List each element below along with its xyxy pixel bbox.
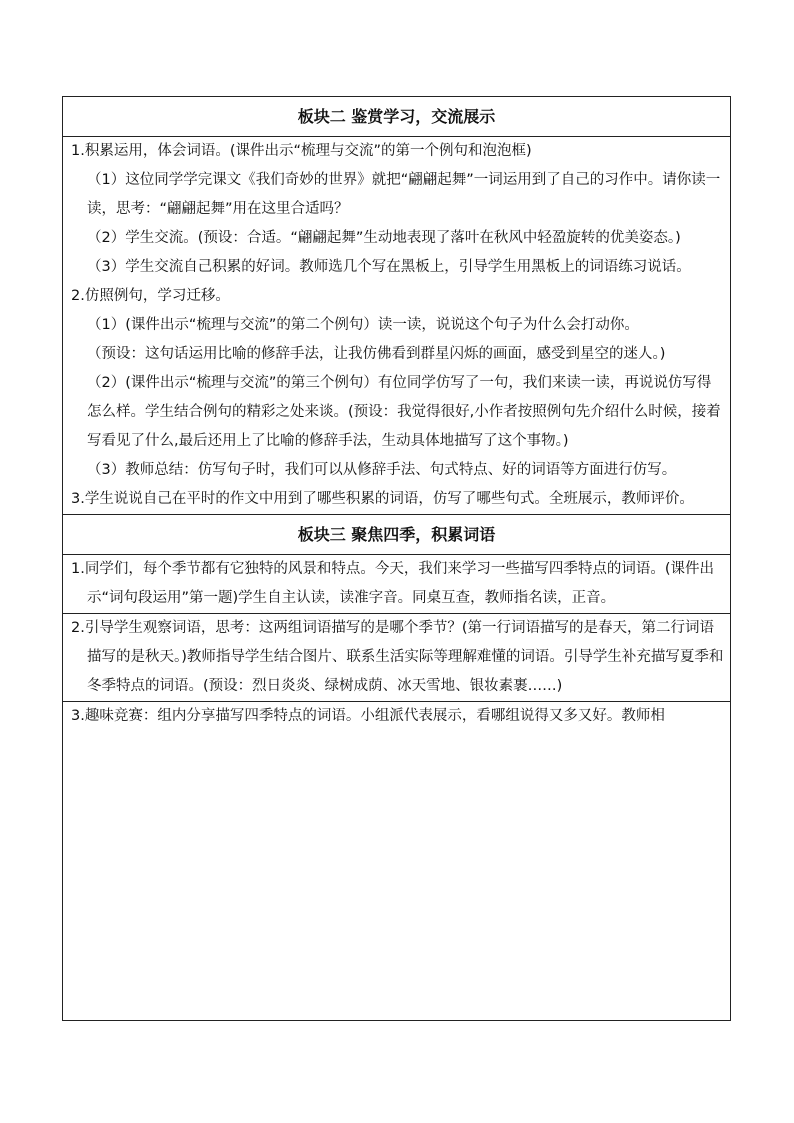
section-2-step-1-sub-1: （1）这位同学学完课文《我们奇妙的世界》就把“翩翩起舞”一词运用到了自己的习作中。请你读一读，思考：“翩翩起舞”用在这里合适吗？ (87, 172, 721, 217)
section-2-step-1: 1.积累运用，体会词语。(课件出示“梳理与交流”的第一个例句和泡泡框) (71, 143, 532, 159)
section-3-step-1: 1.同学们，每个季节都有它独特的风景和特点。今天，我们来学习一些描写四季特点的词语。(课件出示“词句段运用”第一题)学生自主认读，读准字音。同桌互查，教师指名读，正音。 (71, 561, 714, 606)
section-3-step-3: 3.趣味竞赛：组内分享描写四季特点的词语。小组派代表展示，看哪组说得又多又好。教师相 (71, 708, 665, 724)
section-2-step-2-sub-3: （3）教师总结：仿写句子时，我们可以从修辞手法、句式特点、好的词语等方面进行仿写。 (87, 462, 677, 478)
section-2-step-2: 2.仿照例句，学习迁移。 (71, 288, 230, 304)
section-2-step-2-sub-2: （2）(课件出示“梳理与交流”的第三个例句）有位同学仿写了一句，我们来读一读，再说说仿写得怎么样。学生结合例句的精彩之处来谈。(预设：我觉得很好,小作者按照例句先介绍什么时候，接着写看见了什么,最后还用上了比喻的修辞手法，生动具体地描写了这个事物。) (87, 375, 721, 449)
section-2-step-3: 3.学生说说自己在平时的作文中用到了哪些积累的词语，仿写了哪些句式。全班展示，教师评价。 (71, 491, 694, 507)
lesson-plan-table (62, 96, 731, 1021)
section-2-title: 板块二 鉴赏学习，交流展示 (297, 107, 496, 126)
section-2-step-1-sub-2: （2）学生交流。(预设：合适。“翩翩起舞”生动地表现了落叶在秋风中轻盈旋转的优美姿态。) (87, 230, 681, 246)
section-3-step-2: 2.引导学生观察词语，思考：这两组词语描写的是哪个季节？(第一行词语描写的是春天，第二行词语描写的是秋天。)教师指导学生结合图片、联系生活实际等理解难懂的词语。引导学生补充描写夏季和冬季特点的词语。(预设：烈日炎炎、绿树成荫、冰天雪地、银妆素裹……) (71, 620, 724, 694)
section-2-step-1-sub-3: （3）学生交流自己积累的好词。教师选几个写在黑板上，引导学生用黑板上的词语练习说话。 (87, 259, 691, 275)
section-3-title: 板块三 聚焦四季，积累词语 (297, 525, 496, 544)
section-2-step-2-preset: （预设：这句话运用比喻的修辞手法，让我仿佛看到群星闪烁的画面，感受到星空的迷人。) (87, 346, 666, 362)
section-2-step-2-sub-1: （1）(课件出示“梳理与交流”的第二个例句）读一读，说说这个句子为什么会打动你。 (87, 317, 639, 333)
